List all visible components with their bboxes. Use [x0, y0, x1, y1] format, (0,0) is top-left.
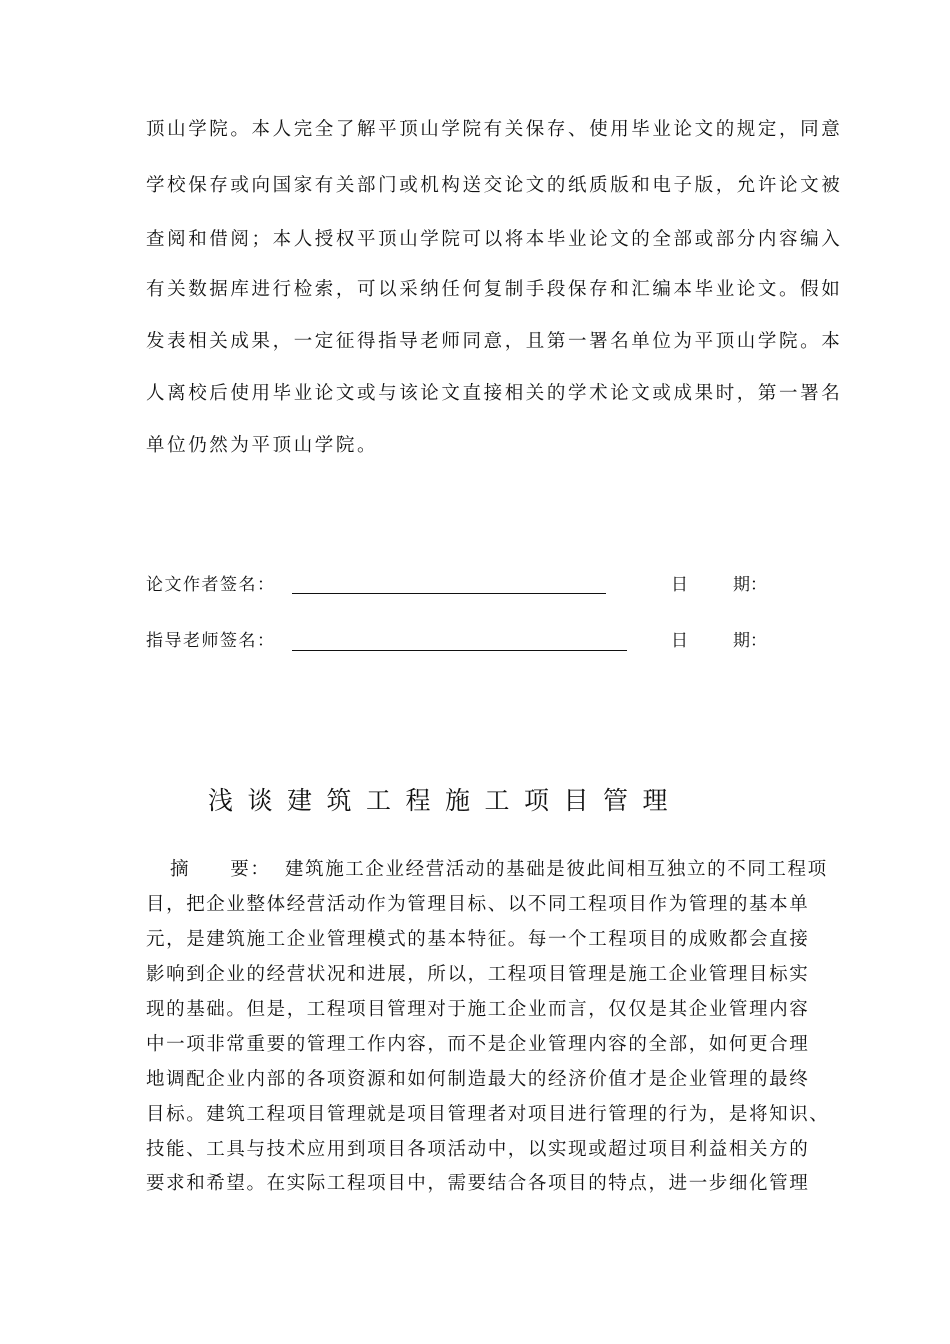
advisor-signature-label: 指导老师签名：	[146, 631, 276, 651]
author-date-label-char-1: 日	[671, 575, 688, 595]
abstract-line-2: 目，把企业整体经营活动作为管理目标、以不同工程项目作为管理的基本单	[146, 894, 810, 915]
advisor-signature-line[interactable]	[292, 650, 627, 651]
author-signature-label: 论文作者签名：	[146, 575, 276, 595]
abstract-line-9: 技能、工具与技术应用到项目各项活动中，以实现或超过项目利益相关方的	[146, 1139, 810, 1160]
abstract-line-3: 元，是建筑施工企业管理模式的基本特征。每一个工程项目的成败都会直接	[146, 929, 810, 950]
abstract-line-8: 目标。建筑工程项目管理就是项目管理者对项目进行管理的行为，是将知识、	[146, 1104, 830, 1125]
declaration-line-3: 查阅和借阅；本人授权平顶山学院可以将本毕业论文的全部或部分内容编入	[146, 229, 843, 250]
declaration-line-6: 人离校后使用毕业论文或与该论文直接相关的学术论文或成果时，第一署名	[146, 383, 843, 404]
declaration-line-7: 单位仍然为平顶山学院。	[146, 435, 379, 456]
declaration-line-1: 顶山学院。本人完全了解平顶山学院有关保存、使用毕业论文的规定，同意	[146, 119, 843, 140]
advisor-date-label-char-1: 日	[671, 631, 688, 651]
author-signature-line[interactable]	[292, 593, 606, 594]
abstract-line-6: 中一项非常重要的管理工作内容，而不是企业管理内容的全部，如何更合理	[146, 1034, 810, 1055]
paper-title: 浅谈建筑工程施工项目管理	[208, 786, 683, 815]
declaration-line-2: 学校保存或向国家有关部门或机构送交论文的纸质版和电子版，允许论文被	[146, 175, 843, 196]
abstract-line-1: 建筑施工企业经营活动的基础是彼此间相互独立的不同工程项	[285, 859, 828, 880]
author-date-label-char-2: 期：	[733, 575, 767, 595]
abstract-line-10: 要求和希望。在实际工程项目中，需要结合各项目的特点，进一步细化管理	[146, 1173, 810, 1194]
declaration-line-5: 发表相关成果，一定征得指导老师同意，且第一署名单位为平顶山学院。本	[146, 331, 843, 352]
declaration-line-4: 有关数据库进行检索，可以采纳任何复制手段保存和汇编本毕业论文。假如	[146, 279, 843, 300]
abstract-line-7: 地调配企业内部的各项资源和如何制造最大的经济价值才是企业管理的最终	[146, 1069, 810, 1090]
abstract-label: 摘 要：	[170, 859, 271, 880]
abstract-line-5: 现的基础。但是，工程项目管理对于施工企业而言，仅仅是其企业管理内容	[146, 999, 810, 1020]
abstract-line-4: 影响到企业的经营状况和进展，所以，工程项目管理是施工企业管理目标实	[146, 964, 810, 985]
advisor-date-label-char-2: 期：	[733, 631, 767, 651]
